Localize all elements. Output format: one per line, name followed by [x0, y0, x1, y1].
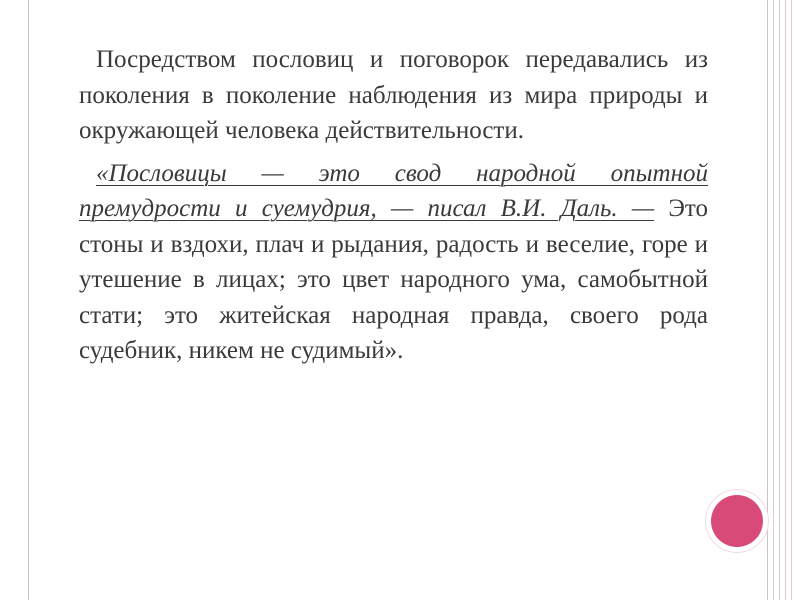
rail-line — [785, 0, 786, 600]
paragraph-1: Посредством пословиц и поговорок передавались из поколения в поколение наблюдения из мира природы и окружающей человека действительности. — [79, 46, 708, 144]
slide-body — [79, 42, 708, 369]
accent-circle — [711, 495, 763, 547]
decorative-rails — [768, 0, 800, 600]
quote-rest: Это стоны и вздохи, плач и рыдания, радость и веселие, горе и утешение в лицах; это цвет народного ума, самобытной стати; это житейская народная правда, своего рода судебник, никем не судимый». — [79, 195, 708, 364]
rail-line — [779, 0, 780, 600]
quote-italic: «Пословицы — это свод народной опытной премудрости и суемудрия, — писал В.И. Даль. — — [79, 159, 708, 222]
rail-line — [773, 0, 774, 600]
paragraph-2 — [79, 156, 708, 369]
rail-line — [791, 0, 792, 600]
